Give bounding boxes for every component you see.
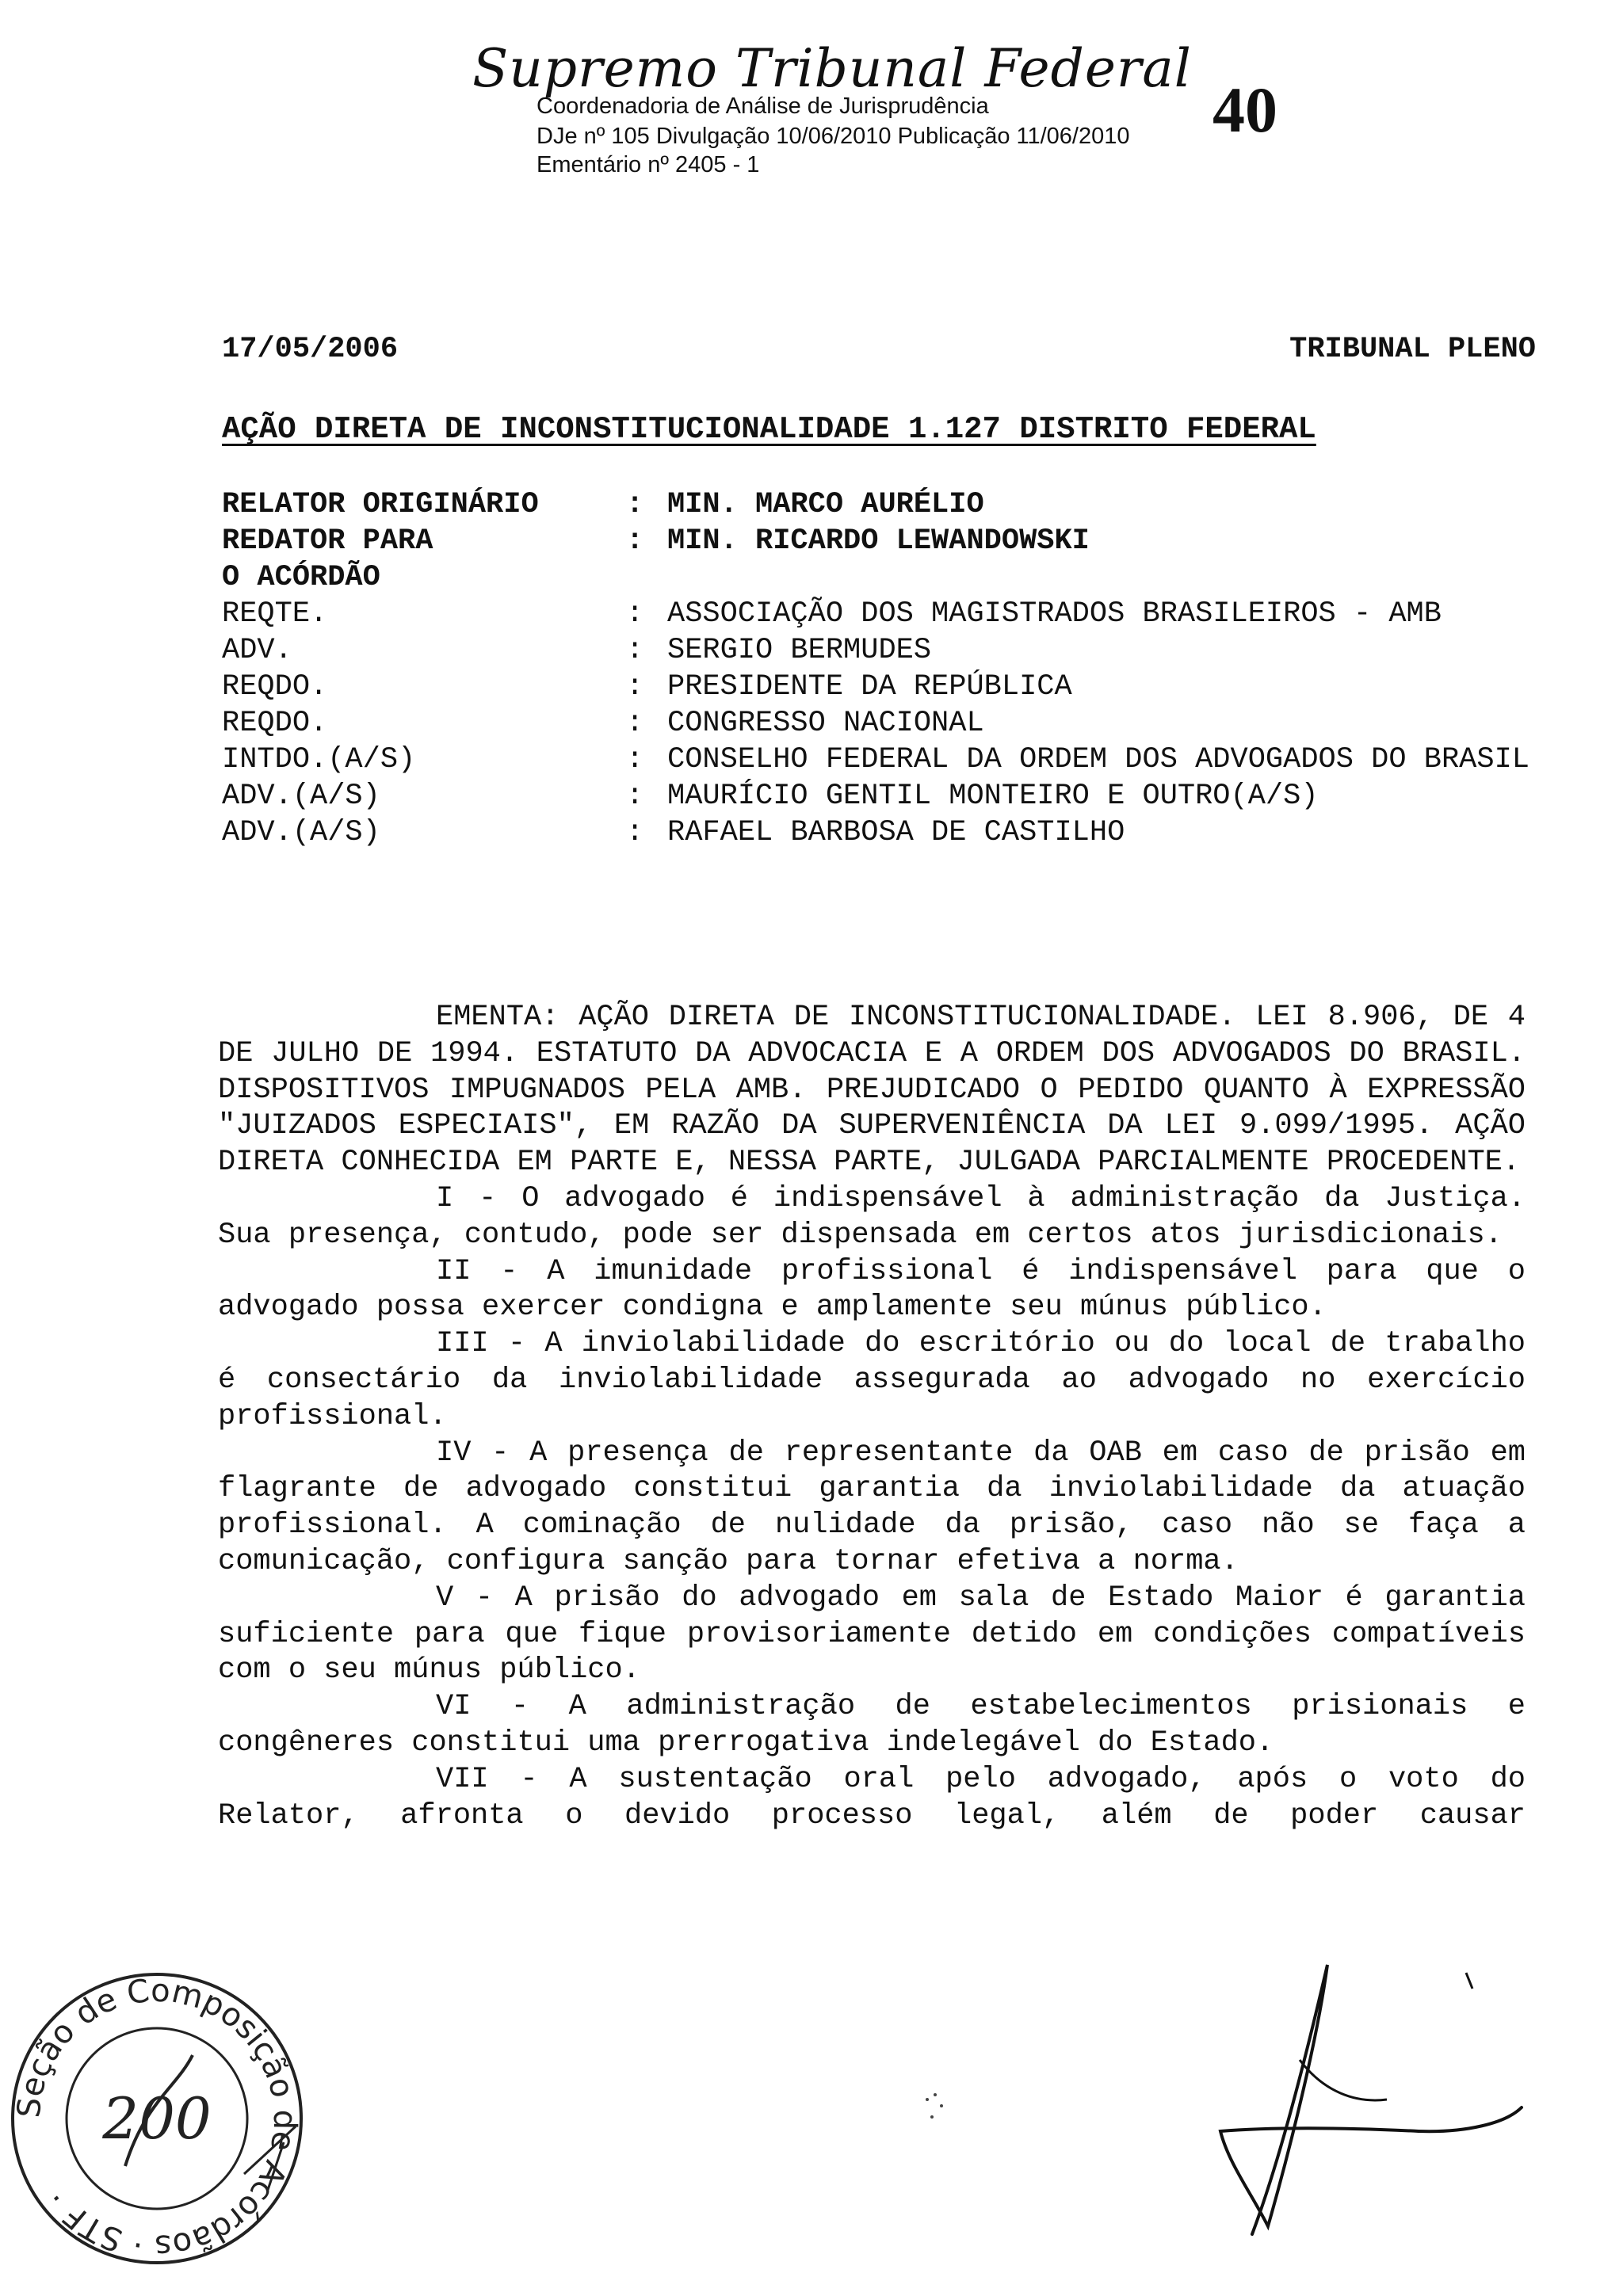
party-value: CONGRESSO NACIONAL: [667, 707, 984, 740]
party-separator: :: [626, 780, 644, 813]
signature: [1086, 1933, 1529, 2250]
party-label: REQDO.: [222, 670, 328, 704]
session-date: 17/05/2006: [222, 333, 399, 366]
dje-line: DJe nº 105 Divulgação 10/06/2010 Publicação 11/06/2010: [537, 124, 1130, 149]
party-value: MIN. RICARDO LEWANDOWSKI: [667, 524, 1090, 558]
ementa-item: III - A inviolabilidade do escritório ou do local de trabalho é consectário da inviolabilidade assegurada ao advogado no exercício profissional.: [218, 1327, 1526, 1433]
ementa-item: VII - A sustentação oral pelo advogado, após o voto do Relator, afronta o devido processo legal, além de poder causar: [218, 1762, 1526, 1833]
party-label: ADV.(A/S): [222, 816, 380, 849]
party-row: [222, 669, 1553, 705]
party-separator: :: [626, 488, 644, 521]
party-value: ASSOCIAÇÃO DOS MAGISTRADOS BRASILEIROS - AMB: [667, 597, 1442, 631]
svg-text:200: 200: [102, 2085, 212, 2152]
party-row: [222, 486, 1553, 523]
party-value: MAURÍCIO GENTIL MONTEIRO E OUTRO(A/S): [667, 780, 1319, 813]
ementa-item: I - O advogado é indispensável à administração da Justiça. Sua presença, contudo, pode ser dispensada em certos atos jurisdicionais.: [218, 1181, 1526, 1252]
party-label: REDATOR PARA O ACÓRDÃO: [222, 524, 433, 594]
party-row: [222, 596, 1553, 632]
party-value: PRESIDENTE DA REPÚBLICA: [667, 670, 1072, 704]
party-label: REQTE.: [222, 597, 328, 631]
party-row: [222, 523, 1553, 596]
ementa-paragraph: EMENTA: AÇÃO DIRETA DE INCONSTITUCIONALIDADE. LEI 8.906, DE 4 DE JULHO DE 1994. ESTATUTO DA ADVOCACIA E A ORDEM DOS ADVOGADOS DO BRASIL. DISPOSITIVOS IMPUGNADOS PELA AMB. PREJUDICADO O PEDIDO QUANTO À EXPRESSÃO "JUIZADOS ESPECIAIS", EM RAZÃO DA SUPERVENIÊNCIA DA LEI 9.099/1995. AÇÃO DIRETA CONHECIDA EM PARTE E, NESSA PARTE, JULGADA PARCIALMENTE PROCEDENTE.: [218, 1001, 1526, 1180]
party-separator: :: [626, 670, 644, 704]
coordination-line: Coordenadoria de Análise de Jurisprudência: [537, 93, 989, 119]
page-number: 40: [1212, 74, 1277, 146]
party-separator: :: [626, 634, 644, 667]
stray-marks: [911, 2084, 959, 2131]
ementa-item: VI - A administração de estabelecimentos prisionais e congêneres constitui uma prerrogativa indelegável do Estado.: [218, 1690, 1526, 1760]
party-label: RELATOR ORIGINÁRIO: [222, 488, 539, 521]
ementa-item: II - A imunidade profissional é indispensável para que o advogado possa exercer condigna e amplamente seu múnus público.: [218, 1254, 1526, 1325]
party-value: RAFAEL BARBOSA DE CASTILHO: [667, 816, 1125, 849]
party-row: [222, 814, 1553, 851]
ementa-body: [218, 1000, 1526, 1834]
party-separator: :: [626, 816, 644, 849]
party-separator: :: [626, 743, 644, 776]
party-separator: :: [626, 524, 644, 558]
party-row: [222, 705, 1553, 742]
party-row: [222, 778, 1553, 814]
party-value: MIN. MARCO AURÉLIO: [667, 488, 984, 521]
party-value: SERGIO BERMUDES: [667, 634, 932, 667]
party-label: ADV.(A/S): [222, 780, 380, 813]
parties-table: [222, 486, 1553, 851]
party-value: CONSELHO FEDERAL DA ORDEM DOS ADVOGADOS DO BRASIL: [667, 743, 1529, 776]
party-label: ADV.: [222, 634, 292, 667]
party-row: [222, 742, 1553, 778]
svg-text:Seção de Composição de Acórdão: Seção de Composição de Acórdãos · STF ·: [10, 1972, 304, 2265]
party-separator: :: [626, 707, 644, 740]
ementa-item: IV - A presença de representante da OAB em caso de prisão em flagrante de advogado constitui garantia da inviolabilidade da atuação profissional. A cominação de nulidade da prisão, caso não se faça a comunicação, configura sanção para tornar efetiva a norma.: [218, 1436, 1526, 1578]
party-label: REQDO.: [222, 707, 328, 740]
ementa-item: V - A prisão do advogado em sala de Estado Maior é garantia suficiente para que fique provisoriamente detido em condições compatíveis com o seu múnus público.: [218, 1581, 1526, 1688]
party-label: INTDO.(A/S): [222, 743, 416, 776]
party-row: [222, 632, 1553, 669]
court-name: Supremo Tribunal Federal: [472, 38, 1192, 99]
session-court: TRIBUNAL PLENO: [1289, 333, 1536, 366]
case-title: AÇÃO DIRETA DE INCONSTITUCIONALIDADE 1.127 DISTRITO FEDERAL: [222, 412, 1316, 447]
ementario-line: Ementário nº 2405 - 1: [537, 152, 760, 177]
stamp-seal: [6, 1968, 307, 2269]
party-separator: :: [626, 597, 644, 631]
